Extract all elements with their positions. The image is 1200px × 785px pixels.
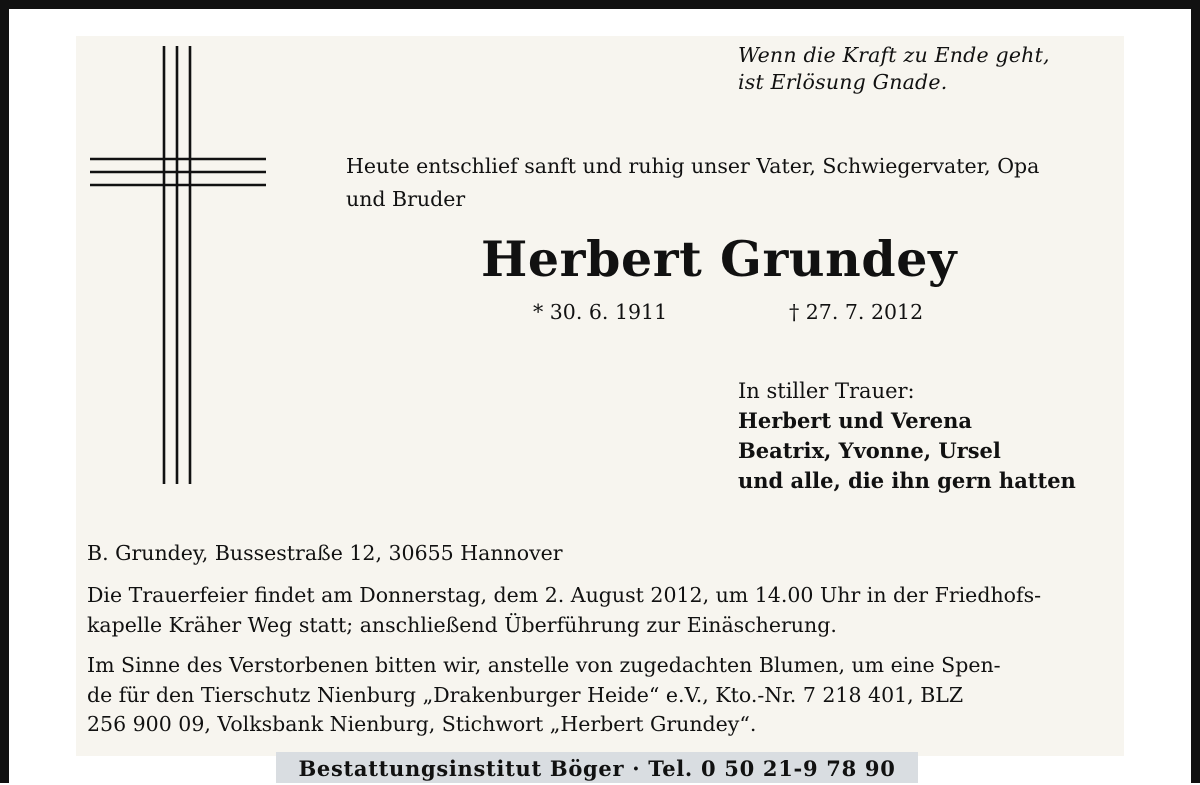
- mourners-block: [738, 376, 1158, 496]
- mourners-line-3: und alle, die ihn gern hatten: [738, 468, 1076, 493]
- motto: [738, 42, 1138, 96]
- mourners-heading: In stiller Trauer:: [738, 379, 915, 403]
- mourners-line-1: Herbert und Verena: [738, 408, 972, 433]
- cross-icon: [90, 46, 270, 484]
- family-address: B. Grundey, Bussestraße 12, 30655 Hannover: [87, 541, 563, 565]
- mourners-line-2: Beatrix, Yvonne, Ursel: [738, 438, 1001, 463]
- birth-date: * 30. 6. 1911: [533, 300, 668, 324]
- funeral-line-1: Die Trauerfeier findet am Donnerstag, dem 2. August 2012, um 14.00 Uhr in der Friedhofs-: [87, 583, 1042, 607]
- intro-line-1: Heute entschlief sanft und ruhig unser Vater, Schwiegervater, Opa: [346, 154, 1040, 178]
- motto-line-1: Wenn die Kraft zu Ende geht,: [738, 43, 1050, 67]
- deceased-name: Herbert Grundey: [481, 230, 958, 288]
- donation-line-2: de für den Tierschutz Nienburg „Drakenburger Heide“ e.V., Kto.-Nr. 7 218 401, BLZ: [87, 682, 964, 707]
- motto-line-2: ist Erlösung Gnade.: [738, 70, 948, 94]
- intro-text: [346, 150, 1146, 216]
- funeral-line-2: kapelle Kräher Weg statt; anschließend Überführung zur Einäscherung.: [87, 612, 837, 637]
- donation-line-3: 256 900 09, Volksbank Nienburg, Stichwort „Herbert Grundey“.: [87, 712, 757, 736]
- funeral-notice: [87, 581, 1115, 640]
- intro-line-2: und Bruder: [346, 187, 466, 211]
- funeral-home-footer: Bestattungsinstitut Böger · Tel. 0 50 21-9 78 90: [276, 752, 918, 783]
- donation-notice: [87, 651, 1115, 740]
- death-date: † 27. 7. 2012: [789, 300, 924, 324]
- donation-line-1: Im Sinne des Verstorbenen bitten wir, anstelle von zugedachten Blumen, um eine Spen-: [87, 653, 1001, 677]
